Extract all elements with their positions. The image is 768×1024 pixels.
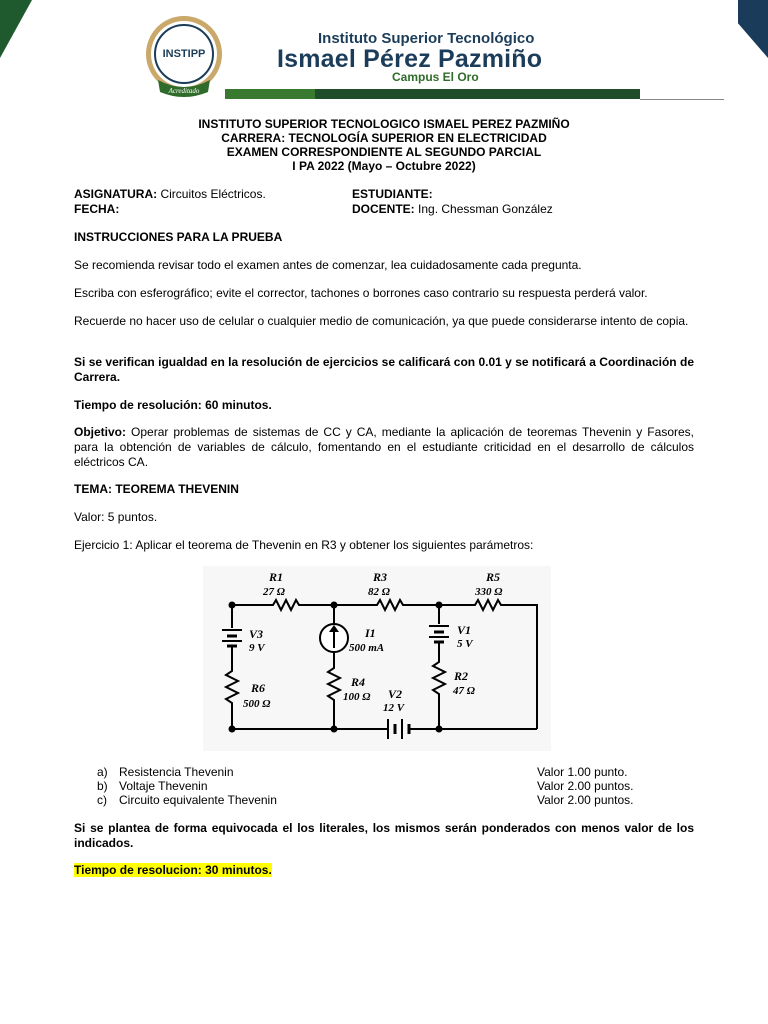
header-divider <box>640 99 724 100</box>
topic: TEMA: TEOREMA THEVENIN <box>74 482 239 496</box>
grading-note: Si se plantea de forma equivocada el los literales, los mismos serán ponderados con menos valor de los indicados. <box>74 821 694 850</box>
teacher-label: DOCENTE: <box>352 202 415 216</box>
label-v2-value: 12 V <box>383 702 405 714</box>
instruction-p1: Se recomienda revisar todo el examen antes de comenzar, lea cuidadosamente cada pregunta. <box>74 258 582 272</box>
objective <box>74 425 694 470</box>
label-r6-value: 500 Ω <box>243 698 271 710</box>
student-label: ESTUDIANTE: <box>352 187 433 201</box>
label-r5-value: 330 Ω <box>475 586 503 598</box>
label-r1-value: 27 Ω <box>263 586 285 598</box>
title-period: I PA 2022 (Mayo – Octubre 2022) <box>292 159 476 173</box>
instructions-heading: INSTRUCCIONES PARA LA PRUEBA <box>74 230 283 244</box>
subject-label: ASIGNATURA: <box>74 187 158 201</box>
item-b-label: b) <box>97 779 108 793</box>
title-exam: EXAMEN CORRESPONDIENTE AL SEGUNDO PARCIAL <box>226 145 542 159</box>
label-r1-name: R1 <box>269 570 284 584</box>
instruction-p3: Recuerde no hacer uso de celular o cualquier medio de comunicación, ya que puede considerarse intento de copia. <box>74 314 689 328</box>
label-i1-name: I1 <box>365 626 376 640</box>
time-highlight-row <box>74 863 694 878</box>
teacher-value: Ing. Chessman González <box>414 202 553 216</box>
title-career: CARRERA: TECNOLOGÍA SUPERIOR EN ELECTRICIDAD <box>221 131 547 145</box>
label-v2-name: V2 <box>388 687 403 701</box>
objective-label: Objetivo: <box>74 425 127 439</box>
date-label: FECHA: <box>74 202 120 216</box>
circuit-diagram <box>203 566 551 751</box>
title-institute: INSTITUTO SUPERIOR TECNOLOGICO ISMAEL PEREZ PAZMIÑO <box>198 117 570 131</box>
item-c-text: Circuito equivalente Thevenin <box>119 793 277 807</box>
label-r4-value: 100 Ω <box>343 691 371 703</box>
institute-name-line1: Instituto Superior Tecnológico <box>318 30 535 47</box>
points-value: Valor: 5 puntos. <box>74 510 158 524</box>
label-r3-name: R3 <box>373 570 388 584</box>
label-v3-name: V3 <box>249 627 264 641</box>
time-highlight: Tiempo de resolucion: 30 minutos. <box>74 863 272 877</box>
corner-decoration-right <box>738 0 768 58</box>
label-r6-name: R6 <box>251 681 266 695</box>
header-bar <box>225 89 640 99</box>
item-a-value: Valor 1.00 punto. <box>537 765 628 779</box>
institute-name-line2: Ismael Pérez Pazmiño <box>277 45 543 73</box>
institute-logo <box>140 14 228 102</box>
logo-text: INSTIPP <box>162 48 206 60</box>
corner-decoration-left <box>0 0 32 58</box>
label-v3-value: 9 V <box>249 642 265 654</box>
objective-text: Operar problemas de sistemas de CC y CA, mediante la aplicación de teoremas Thevenin y Fasores, para la obtención de variables de cálculo, fomentando en el estudiante criticidad en el desarrollo de cálculos eléctricos CA. <box>74 425 694 469</box>
exercise-statement: Ejercicio 1: Aplicar el teorema de Thevenin en R3 y obtener los siguientes parámetros: <box>74 538 534 552</box>
label-r2-value: 47 Ω <box>453 685 475 697</box>
current-source-i1 <box>320 624 348 652</box>
item-b-value: Valor 2.00 puntos. <box>537 779 634 793</box>
label-v1-value: 5 V <box>457 638 473 650</box>
instruction-p2: Escriba con esferográfico; evite el corrector, tachones o borrones caso contrario su respuesta perderá valor. <box>74 286 648 300</box>
item-a-text: Resistencia Thevenin <box>119 765 234 779</box>
label-r2-name: R2 <box>454 669 469 683</box>
item-c-label: c) <box>97 793 107 807</box>
label-r5-name: R5 <box>486 570 501 584</box>
instruction-p4: Si se verifican igualdad en la resolución de ejercicios se calificará con 0.01 y se notificará a Coordinación de Carrera. <box>74 355 694 384</box>
item-a-label: a) <box>97 765 108 779</box>
instruction-time: Tiempo de resolución: 60 minutos. <box>74 398 272 412</box>
label-r4-name: R4 <box>351 675 366 689</box>
logo-badge: Acreditado <box>168 87 200 95</box>
item-b-text: Voltaje Thevenin <box>119 779 208 793</box>
subject-row <box>74 187 266 201</box>
label-i1-value: 500 mA <box>349 642 385 654</box>
campus-name: Campus El Oro <box>392 70 479 84</box>
teacher-row <box>352 202 553 216</box>
label-r3-value: 82 Ω <box>368 586 390 598</box>
label-v1-name: V1 <box>457 623 472 637</box>
item-c-value: Valor 2.00 puntos. <box>537 793 634 807</box>
subject-value: Circuitos Eléctricos. <box>157 187 266 201</box>
